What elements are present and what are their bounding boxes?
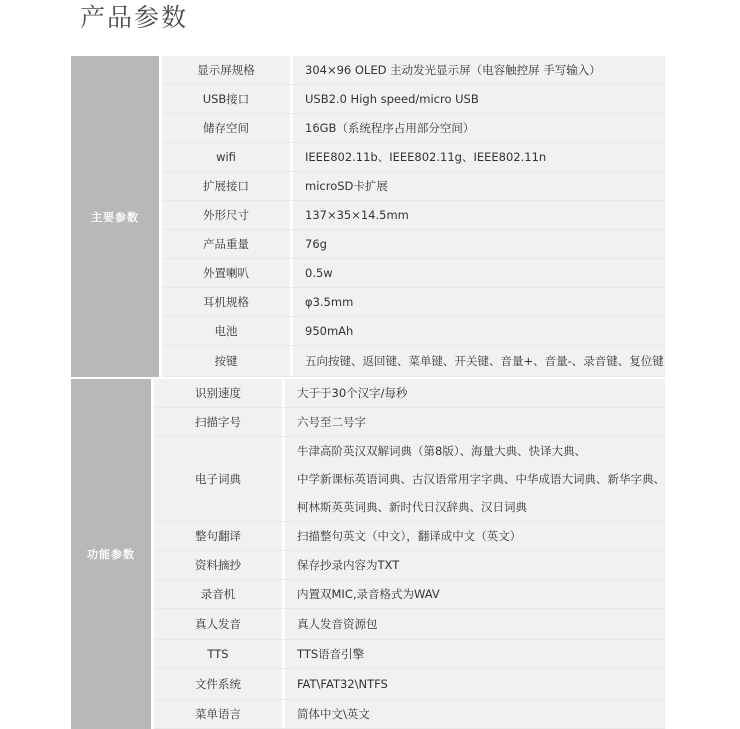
table-row (154, 640, 665, 669)
table-row (154, 551, 665, 580)
row-value: 16GB（系统程序占用部分空间） (305, 121, 475, 135)
row-label: wifi (162, 143, 293, 171)
row-value: 大于于30个汉字/每秒 (297, 386, 408, 400)
table-row (154, 408, 665, 437)
table-row (154, 437, 665, 522)
table-row (162, 56, 665, 85)
row-value: FAT\FAT32\NTFS (297, 677, 388, 691)
row-value: microSD卡扩展 (305, 179, 388, 193)
page-title: 产品参数 (80, 3, 189, 32)
table-row (162, 259, 665, 288)
row-label: TTS (154, 640, 285, 668)
row-label: 真人发音 (154, 609, 285, 639)
row-value: USB2.0 High speed/micro USB (305, 92, 479, 106)
row-value: 76g (305, 237, 327, 251)
row-value-line: 中学新课标英语词典、古汉语常用字字典、中华成语大词典、新华字典、 (297, 472, 665, 486)
table-row (162, 288, 665, 317)
row-value-line: 柯林斯英英词典、新时代日汉辞典、汉日词典 (297, 500, 527, 514)
table-row (154, 669, 665, 700)
row-value-line: 牛津高阶英汉双解词典（第8版）、海量大典、快译大典、 (297, 444, 587, 458)
row-label: 外置喇叭 (162, 259, 293, 287)
row-label: 耳机规格 (162, 288, 293, 316)
row-value: φ3.5mm (305, 295, 354, 309)
row-label: 显示屏规格 (162, 56, 293, 84)
row-value: 保存抄录内容为TXT (297, 558, 400, 572)
row-value: IEEE802.11b、IEEE802.11g、IEEE802.11n (305, 150, 547, 164)
row-label: 电池 (162, 317, 293, 345)
table-row (154, 700, 665, 729)
table-row (162, 201, 665, 230)
row-label: 录音机 (154, 580, 285, 608)
row-value: 内置双MIC,录音格式为WAV (297, 587, 440, 601)
row-value: 五向按键、返回键、菜单键、开关键、音量+、音量-、录音键、复位键 (305, 354, 664, 368)
table-row (162, 85, 665, 114)
row-value (285, 437, 665, 521)
table-row (162, 346, 665, 377)
row-value: 六号至二号字 (297, 415, 366, 429)
row-value: 真人发音资源包 (297, 617, 378, 631)
row-value: TTS语音引擎 (297, 647, 365, 661)
section-header: 功能参数 (71, 379, 151, 729)
row-label: 扫描字号 (154, 408, 285, 436)
table-row (154, 379, 665, 408)
table-row (154, 609, 665, 640)
table-row (154, 522, 665, 551)
row-label: 识别速度 (154, 379, 285, 407)
row-label: 电子词典 (154, 437, 285, 521)
row-label: 产品重量 (162, 230, 293, 258)
row-label: 菜单语言 (154, 700, 285, 728)
section-main-params (71, 56, 665, 377)
row-value: 950mAh (305, 324, 354, 338)
row-label: 储存空间 (162, 114, 293, 142)
section-function-params (71, 379, 665, 729)
row-label: 整句翻译 (154, 522, 285, 550)
row-value: 137×35×14.5mm (305, 208, 409, 222)
row-label: 外形尺寸 (162, 201, 293, 229)
table-row (162, 172, 665, 201)
row-label: 资料摘抄 (154, 551, 285, 579)
table-row (162, 230, 665, 259)
table-row (162, 114, 665, 143)
table-row (154, 580, 665, 609)
row-label: 按键 (162, 346, 293, 376)
row-value: 0.5w (305, 266, 333, 280)
section-header: 主要参数 (71, 56, 159, 377)
row-value: 简体中文\英文 (297, 707, 370, 721)
row-value: 扫描整句英文（中文），翻译成中文（英文） (297, 529, 522, 543)
row-label: 扩展接口 (162, 172, 293, 200)
spec-table (71, 56, 665, 729)
table-row (162, 317, 665, 346)
row-value: 304×96 OLED 主动发光显示屏（电容触控屏 手写输入） (305, 63, 601, 77)
row-label: 文件系统 (154, 669, 285, 699)
row-label: USB接口 (162, 85, 293, 113)
table-row (162, 143, 665, 172)
